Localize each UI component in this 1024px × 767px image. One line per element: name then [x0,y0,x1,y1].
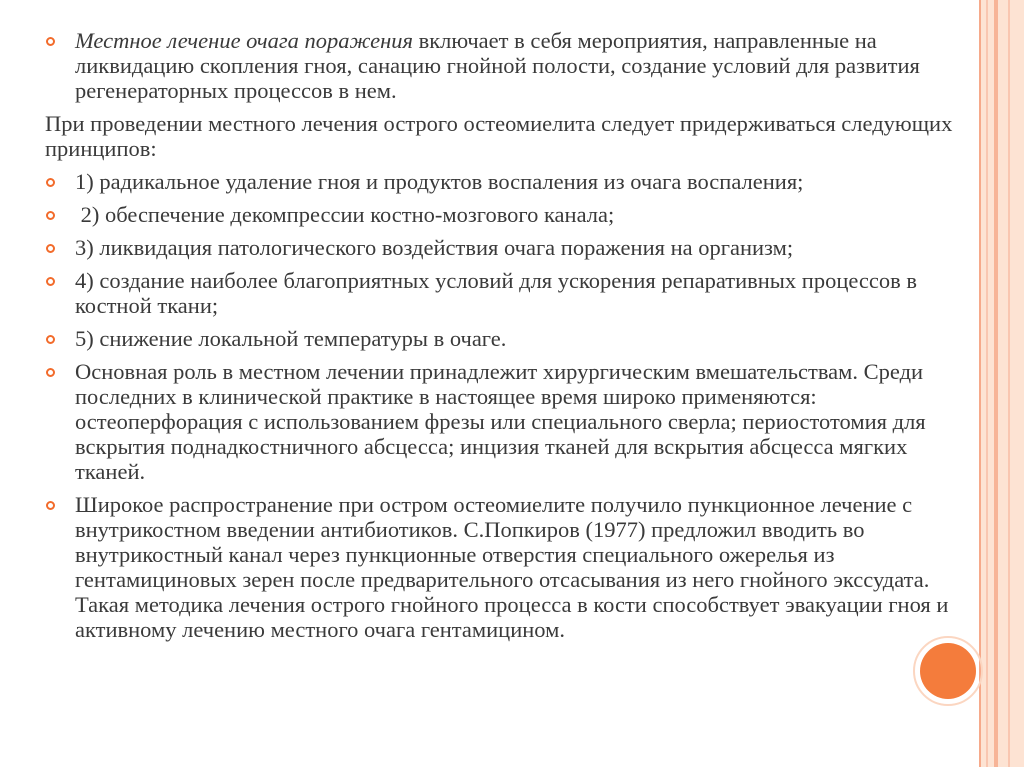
bullet-icon [46,335,55,344]
list-item-text: 1) радикальное удаление гноя и продуктов воспаления из очага воспаления; [75,169,804,194]
list-item [42,268,972,318]
bullet-paragraph-local-treatment [42,28,972,103]
list-item [42,492,972,642]
list-item-text: Широкое распространение при остром остеомиелите получило пункционное лечение с внутрикостном введении антибиотиков. С.Попкиров (1977) предложил вводить во внутрикостный канал через пункционные отверстия специального ожерелья из гентамициновых зерен после предварительного отсасывания из него гнойного экссудата. Такая методика лечения острого гнойного процесса в кости способствует эвакуации гноя и активному лечению местного очага гентамицином. [75,492,949,642]
list-item [42,202,972,227]
list-item [42,326,972,351]
intro-paragraph: При проведении местного лечения острого остеомиелита следует придерживаться следующих принципов: [45,111,953,161]
emphasis-text: Местное лечение очага поражения [75,28,413,53]
list-item-text: 4) создание наиболее благоприятных условий для ускорения репаративных процессов в костной ткани; [75,268,918,318]
slide-body [42,28,972,650]
bullet-icon [46,368,55,377]
list-item-text: Основная роль в местном лечении принадлежит хирургическим вмешательствам. Среди последних в клинической практике в настоящее время широко применяются: остеоперфорация с использованием фрезы или специального сверла; периостотомия для вскрытия поднадкостничного абсцесса; инцизия тканей для вскрытия абсцесса мягких тканей. [75,359,926,484]
list-item [42,359,972,484]
decorative-stripe [979,0,981,767]
bullet-icon [46,277,55,286]
decorative-circle [920,643,976,699]
decorative-stripe [986,0,988,767]
list-item [42,235,972,260]
bullet-icon [46,244,55,253]
list-item-text: 5) снижение локальной температуры в очаге. [75,326,507,351]
bullet-icon [46,211,55,220]
paragraph-text: включает в себя мероприятия, направленные на ликвидацию скопления гноя, санацию гнойной полости, создание условий для развития регенераторных процессов в нем. [75,28,920,103]
bullet-icon [46,37,55,46]
decorative-stripe [1008,0,1010,767]
bullet-icon [46,178,55,187]
list-item [42,169,972,194]
bullet-icon [46,501,55,510]
decorative-stripe [994,0,998,767]
list-item-text: 3) ликвидация патологического воздействия очага поражения на организм; [75,235,794,260]
list-item-text: 2) обеспечение декомпрессии костно-мозгового канала; [75,202,615,227]
